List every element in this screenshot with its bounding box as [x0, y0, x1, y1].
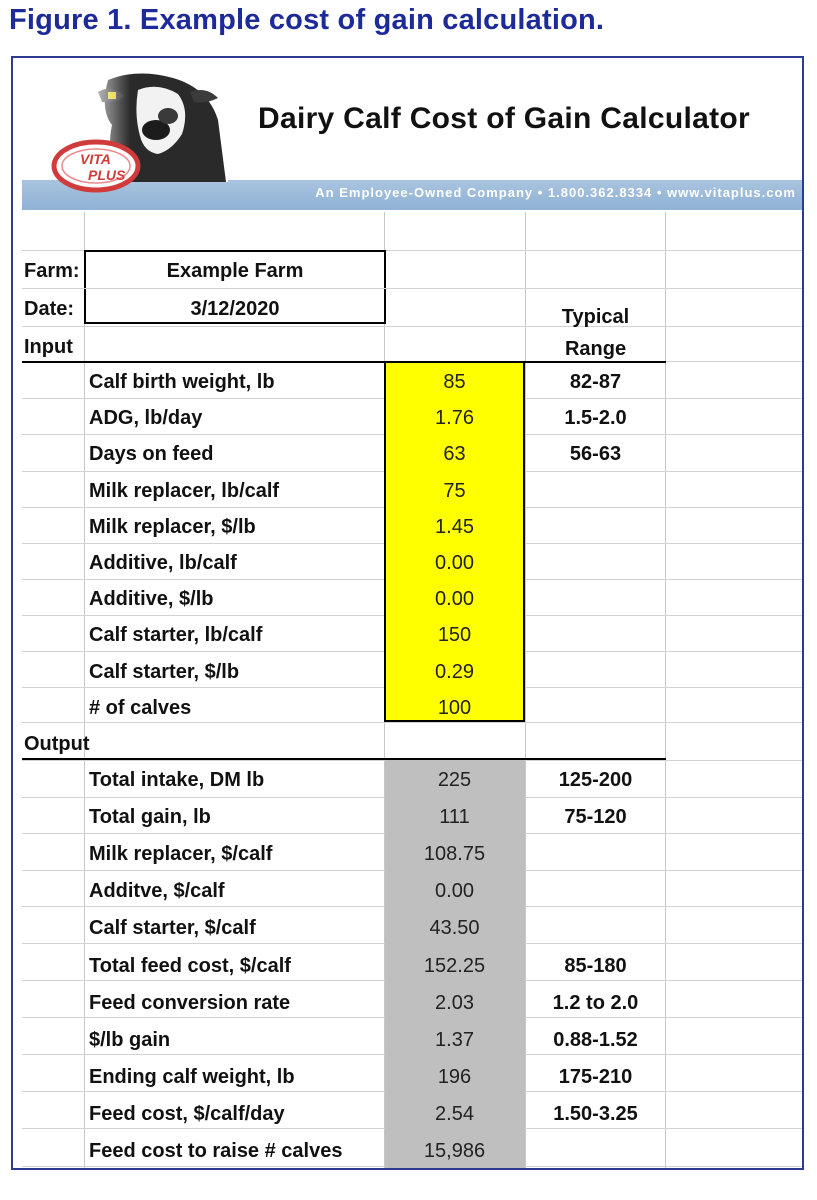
section-underline	[22, 758, 666, 760]
input-row-range: 82-87	[569, 371, 622, 393]
output-row-range: 75-120	[564, 806, 627, 829]
input-row-value[interactable]: 0.00	[435, 552, 474, 574]
output-row-value: 0.00	[435, 880, 474, 903]
output-row-label: Ending calf weight, lb	[89, 1065, 295, 1088]
input-row-label: Milk replacer, lb/calf	[89, 479, 280, 502]
output-row-label: Calf starter, $/calf	[89, 917, 256, 940]
input-row-label: Additive, lb/calf	[89, 552, 237, 574]
input-row-value[interactable]: 1.76	[435, 407, 474, 430]
output-row-value: 108.75	[423, 843, 486, 866]
output-row-range: 125-200	[558, 769, 633, 791]
output-row-range: 1.2 to 2.0	[552, 991, 639, 1014]
input-row-label: # of calves	[89, 696, 192, 719]
input-row-value[interactable]: 0.00	[435, 588, 474, 611]
output-row-range: 1.50-3.25	[553, 1102, 638, 1125]
input-row-label: Days on feed	[89, 443, 214, 466]
input-row-value[interactable]: 1.45	[435, 515, 474, 538]
input-row-label: Additive, $/lb	[89, 588, 214, 611]
output-row-label: Milk replacer, $/calf	[89, 843, 273, 866]
output-row-range: 0.88-1.52	[553, 1028, 638, 1051]
input-row-label: Calf starter, $/lb	[89, 660, 240, 683]
output-row-value: 196	[437, 1065, 472, 1088]
output-row-label: Feed cost, $/calf/day	[89, 1102, 285, 1125]
grid-horizontal-line	[22, 326, 802, 327]
output-row-range: 175-210	[558, 1065, 633, 1088]
date-label: Date:	[24, 298, 75, 320]
grid-horizontal-line	[22, 722, 802, 723]
output-row-label: Total feed cost, $/calf	[89, 954, 291, 977]
farm-date-divider	[84, 288, 386, 289]
output-row-value: 111	[439, 806, 470, 829]
output-row-range: 85-180	[564, 954, 627, 977]
output-row-value: 2.03	[435, 991, 474, 1014]
output-row-value: 152.25	[423, 954, 486, 977]
output-row-label: Feed cost to raise # calves	[89, 1140, 343, 1162]
output-row-value: 43.50	[429, 917, 480, 940]
header-tagline: An Employee-Owned Company • 1.800.362.8334 • www.vitaplus.com	[315, 185, 796, 200]
section-underline	[22, 361, 666, 363]
figure-title: Figure 1. Example cost of gain calculation.	[9, 4, 605, 36]
output-row-label: Total intake, DM lb	[89, 769, 265, 791]
output-row-label: $/lb gain	[89, 1028, 171, 1051]
output-row-value: 1.37	[435, 1028, 474, 1051]
output-row-label: Total gain, lb	[89, 806, 211, 829]
input-row-value[interactable]: 85	[443, 371, 466, 393]
output-row-value: 15,986	[423, 1140, 486, 1162]
input-row-label: Calf starter, lb/calf	[89, 624, 263, 647]
calculator-title: Dairy Calf Cost of Gain Calculator	[258, 102, 750, 135]
output-row-value: 225	[437, 769, 472, 791]
output-row-label: Feed conversion rate	[89, 991, 291, 1014]
vita-plus-logo-icon	[50, 136, 148, 196]
input-row-value[interactable]: 75	[443, 479, 466, 502]
input-heading: Input	[24, 336, 73, 358]
farm-value[interactable]: Example Farm	[166, 260, 304, 282]
input-row-label: Calf birth weight, lb	[89, 371, 275, 393]
input-row-value[interactable]: 150	[437, 624, 472, 647]
logo-text-vita: VITA	[80, 151, 111, 167]
input-row-value[interactable]: 63	[443, 443, 466, 466]
typical-range-header-line2: Range	[564, 338, 627, 360]
typical-range-header-line1: Typical	[561, 306, 630, 328]
output-heading: Output	[24, 733, 90, 755]
logo-text-plus: PLUS	[88, 167, 126, 183]
input-row-value[interactable]: 0.29	[435, 660, 474, 683]
input-row-label: ADG, lb/day	[89, 407, 203, 430]
input-row-range: 1.5-2.0	[564, 407, 627, 430]
input-row-label: Milk replacer, $/lb	[89, 515, 256, 538]
farm-label: Farm:	[24, 260, 80, 282]
date-value[interactable]: 3/12/2020	[190, 298, 280, 320]
output-row-value: 2.54	[435, 1102, 474, 1125]
input-row-range: 56-63	[569, 443, 622, 466]
output-row-label: Additve, $/calf	[89, 880, 225, 903]
grid-vertical-line	[84, 212, 85, 1168]
input-row-value[interactable]: 100	[437, 696, 472, 719]
